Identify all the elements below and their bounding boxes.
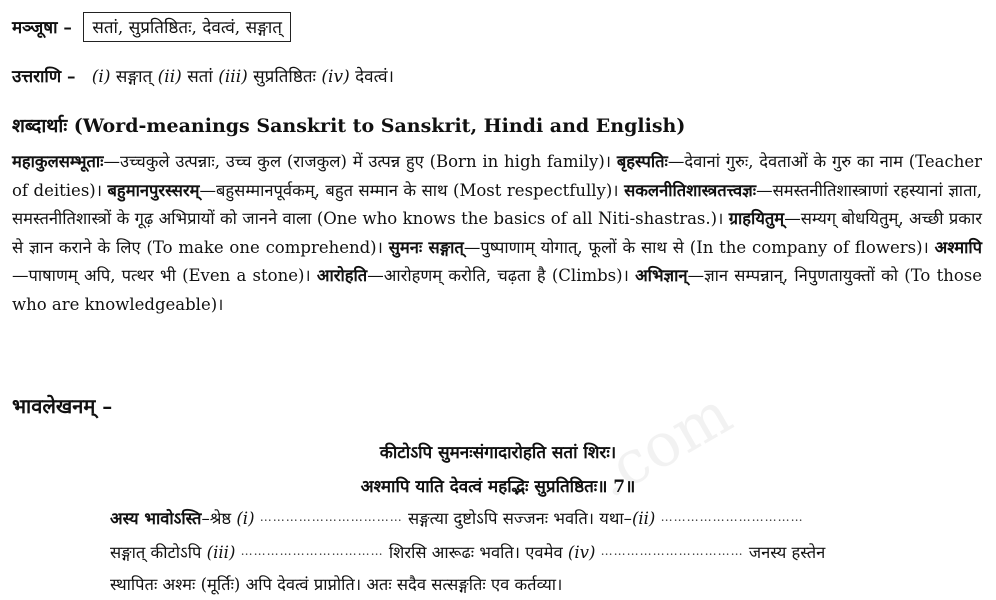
answer-num: (iii) [218, 67, 248, 87]
bhava-text: सङ्गात् कीटोऽपि [110, 543, 202, 562]
answer-num: (i) [91, 67, 111, 87]
term: बहुमानपुरस्सरम् [107, 180, 200, 200]
bhava-text: सङ्गत्या दुष्टोऽपि सज्जनः भवति। यथा– [408, 509, 632, 528]
blank-dots: …………………………… [240, 544, 384, 558]
blank-number: (i) [236, 509, 255, 528]
meaning: —उच्चकुले उत्पन्नाः, उच्च कुल (राजकुल) में उत्पन्न हुए (Born in high family)। [103, 152, 612, 171]
answer-word: सुप्रतिष्ठितः [253, 67, 316, 87]
blank-number: (iii) [206, 543, 236, 562]
term: अभिज्ञान् [635, 266, 688, 285]
manjusha-label: मञ्जूषा – [12, 18, 72, 38]
bhava-line-1 [110, 506, 982, 529]
term: बृहस्पतिः [616, 152, 668, 171]
answer-word: देवत्वं। [355, 67, 394, 87]
answer-num: (iv) [321, 67, 350, 87]
meaning: —बहुसम्मानपूर्वकम्, बहुत सम्मान के साथ (Most respectfully)। [199, 180, 619, 200]
bhava-text: शिरसि आरूढः भवति। एवमेव [388, 543, 563, 562]
blank-number: (ii) [631, 509, 656, 528]
meaning: —देवानां गुरुः, देवताओं के गुरु का नाम (Teacher of deities)। [12, 152, 982, 200]
meaning: —सम्यग् बोधयितुम्, अच्छी प्रकार से ज्ञान कराने के लिए (To make one comprehend)। [12, 209, 983, 257]
term: महाकुलसम्भूताः [12, 152, 104, 171]
meaning: —पाषाणम् अपि, पत्थर भी (Even a stone)। [12, 266, 311, 285]
answers-label: उत्तराणि – [12, 67, 76, 87]
bhava-text: –श्रेष्ठ [201, 509, 232, 528]
word-meanings-heading: शब्दार्थाः (Word-meanings Sanskrit to Sanskrit, Hindi and English) [12, 115, 686, 137]
meaning: —समस्तनीतिशास्त्राणां रहस्यानां ज्ञाता, समस्तनीतिशास्त्रों के गूढ़ अभिप्रायों को जानने वाला (One who knows the basics of all Niti-shastras.)। [12, 180, 983, 228]
term: आरोहति [316, 266, 368, 285]
answer-word: सतां [187, 67, 213, 87]
bhava-line-2 [110, 540, 982, 563]
bhavalekhanam-heading: भावलेखनम् – [12, 394, 113, 418]
bhava-lead: अस्य भावोऽस्ति [110, 509, 202, 528]
meaning: —ज्ञान सम्पन्नान्, निपुणतायुक्तों को (To those who are knowledgeable)। [12, 266, 982, 314]
bhava-text: जनस्य हस्तेन [748, 543, 826, 562]
meaning: —आरोहणम् करोति, चढ़ता है (Climbs)। [367, 266, 629, 285]
term: सकलनीतिशास्त्रतत्त्वज्ञः [624, 180, 757, 200]
answer-word: सङ्गात् [115, 67, 153, 87]
answer-num: (ii) [157, 67, 182, 87]
verse-line-2: अश्मापि याति देवत्वं महद्भिः सुप्रतिष्ठितः॥ 7॥ [360, 477, 636, 497]
manjusha-row [12, 12, 291, 42]
blank-number: (iv) [567, 543, 596, 562]
blank-dots: …………………………… [600, 544, 744, 558]
answers-row [12, 64, 394, 87]
term: ग्राहयितुम् [728, 209, 785, 228]
bhava-line-3: स्थापितः अश्मः (मूर्तिः) अपि देवत्वं प्राप्नोति। अतः सदैव सत्सङ्गतिः एव कर्तव्या। [110, 575, 563, 594]
blank-dots: …………………………… [259, 510, 403, 524]
watermark: .com [582, 378, 744, 512]
term: सुमनः सङ्गात् [388, 237, 464, 257]
manjusha-word-box: सतां, सुप्रतिष्ठितः, देवत्वं, सङ्गात् [83, 12, 291, 42]
term: अश्मापि [934, 237, 983, 257]
blank-dots: …………………………… [660, 510, 804, 524]
word-meanings-paragraph [12, 148, 982, 319]
verse-line-1: कीटोऽपि सुमनःसंगादारोहति सतां शिरः। [379, 443, 617, 463]
meaning: —पुष्पाणाम् योगात्, फूलों के साथ से (In the company of flowers)। [463, 237, 929, 257]
